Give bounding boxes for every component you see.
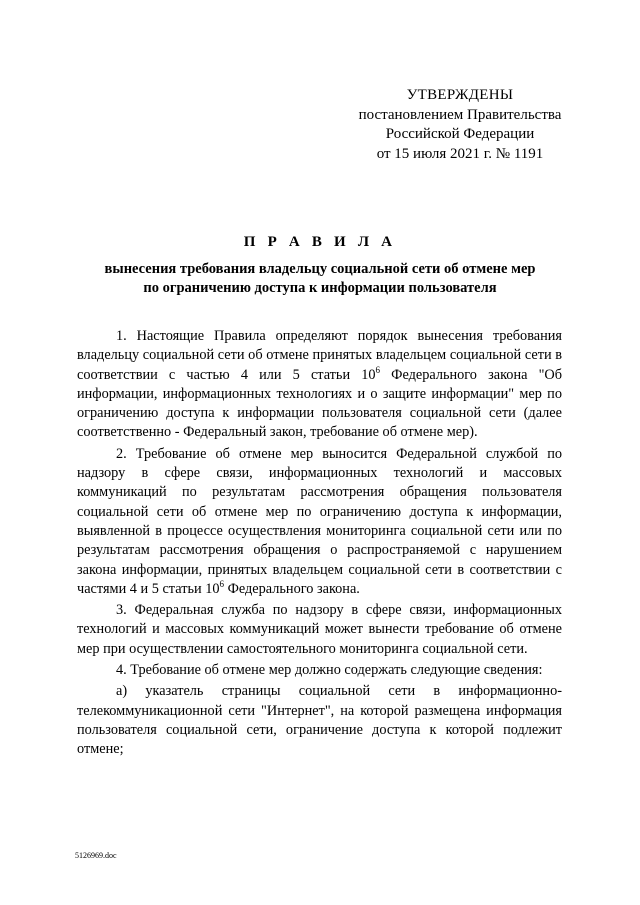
document-body bbox=[77, 327, 562, 762]
paragraph-1-superscript: 6 bbox=[375, 364, 381, 375]
approval-block bbox=[340, 86, 580, 164]
approval-heading: УТВЕРЖДЕНЫ bbox=[406, 87, 514, 103]
subtitle-line-1: вынесения требования владельцу социальной сети об отмене мер bbox=[104, 261, 536, 277]
paragraph-2-text-b: Федерального закона. bbox=[224, 580, 360, 597]
paragraph-4a: а) указатель страницы социальной сети в информационно-телекоммуникационной сети "Интернет", на которой размещена информация пользователя социальной сети, ограничение доступа к которой подлежит отмене; bbox=[77, 683, 562, 758]
subtitle-line-2: по ограничению доступа к информации пользователя bbox=[143, 280, 497, 296]
document-title: П Р А В И Л А bbox=[243, 234, 397, 250]
document-subtitle bbox=[60, 260, 580, 298]
paragraph-3: 3. Федеральная служба по надзору в сфере связи, информационных технологий и массовых коммуникаций может вынести требование об отмене мер при осуществлении самостоятельного мониторинга социальной сети. bbox=[77, 602, 562, 657]
paragraph-4: 4. Требование об отмене мер должно содержать следующие сведения: bbox=[116, 662, 543, 679]
paragraph-2-text-a: 2. Требование об отмене мер выносится Федеральной службой по надзору в сфере связи, информационных технологий и массовых коммуникаций по результатам рассмотрения обращения пользователя социальной сети об отмене мер по ограничению доступа к информации, выявленной в процессе осуществления мониторинга социальной сети или по результатам рассмотрения обращения о распространяемой с нарушением закона информации, принятых владельцем социальной сети в соответствии с частями 4 и 5 статьи 10 bbox=[77, 445, 562, 597]
approval-line-2: Российской Федерации bbox=[385, 126, 535, 142]
paragraph-1-text-a: 1. Настоящие Правила определяют порядок вынесения требования владельцу социальной сети об отмене принятых владельцем социальной сети в соответствии с частью 4 или 5 статьи 10 bbox=[77, 328, 562, 383]
file-name-footer: 5126969.doc bbox=[75, 851, 117, 860]
paragraph-2 bbox=[77, 445, 562, 599]
paragraph-1 bbox=[77, 327, 562, 443]
paragraph-2-superscript: 6 bbox=[219, 579, 224, 590]
approval-line-1: постановлением Правительства bbox=[358, 106, 562, 123]
paragraph-1-text-b: Федерального закона "Об информации, информационных технологиях и о защите информации" мер по ограничению доступа к информации пользователя социальной сети (далее соответственно - Федеральный закон, требование об отмене мер). bbox=[77, 366, 562, 441]
approval-line-3: от 15 июля 2021 г. № 1191 bbox=[376, 145, 544, 162]
